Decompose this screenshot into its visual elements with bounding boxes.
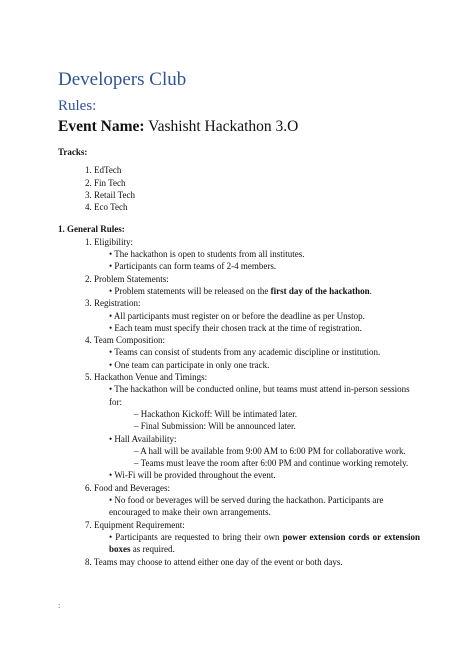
rule-title: 2. Problem Statements: xyxy=(85,273,169,284)
event-label: Event Name: xyxy=(58,118,145,135)
rules-body xyxy=(58,146,420,568)
event-name: Vashisht Hackathon 3.O xyxy=(148,118,299,135)
rule-bullet: • The hackathon will be conducted online, but teams must attend in-person sessions for: xyxy=(109,384,410,407)
rule-bullet: • The hackathon is open to students from all institutes. xyxy=(109,249,305,260)
rule-bullet: • Each team must specify their chosen track at the time of registration. xyxy=(109,322,362,333)
rule-subitem: – Final Submission: Will be announced later. xyxy=(134,421,296,432)
track-item: 1. EdTech xyxy=(85,165,122,176)
rule-title: 5. Hackathon Venue and Timings: xyxy=(85,372,208,383)
track-item: 3. Retail Tech xyxy=(85,189,135,200)
rule-subitem: – A hall will be available from 9:00 AM to 6:00 PM for collaborative work. xyxy=(134,445,406,456)
rule-title: 8. Teams may choose to attend either one day of the event or both days. xyxy=(85,556,343,567)
rule-title: 3. Registration: xyxy=(85,298,141,309)
rule-bullet: • Wi-Fi will be provided throughout the event. xyxy=(109,470,276,481)
tracks-heading: Tracks: xyxy=(58,147,88,157)
rule-title: 6. Food and Beverages: xyxy=(85,482,170,493)
club-title: Developers Club xyxy=(58,69,187,90)
rule-bullet: • Participants are requested to bring their own power extension cords or extension boxes as required. xyxy=(109,531,420,555)
rule-bullet: • All participants must register on or before the deadline as per Unstop. xyxy=(109,310,365,321)
rule-bullet: • Hall Availability: xyxy=(109,433,177,444)
event-name-line xyxy=(58,117,298,137)
rule-bullet: • Participants can form teams of 2-4 members. xyxy=(109,261,277,272)
rules-heading: Rules: xyxy=(58,98,97,114)
rule-title: 7. Equipment Requirement: xyxy=(85,519,185,530)
rule-subitem: – Hackathon Kickoff: Will be intimated later. xyxy=(134,408,298,419)
rule-bullet: • No food or beverages will be served during the hackathon. Participants are encouraged to make their own arrangements. xyxy=(109,495,384,518)
rule-bullet: • Teams can consist of students from any academic discipline or institution. xyxy=(109,347,381,358)
rule-bullet: • Problem statements will be released on the first day of the hackathon. xyxy=(109,285,372,296)
rule-title: 4. Team Composition: xyxy=(85,335,165,346)
rule-title: 1. Eligibility: xyxy=(85,236,134,247)
rule-subitem: – Teams must leave the room after 6:00 PM and continue working remotely. xyxy=(134,458,409,469)
track-item: 4. Eco Tech xyxy=(85,202,128,213)
track-item: 2. Fin Tech xyxy=(85,177,126,188)
rule-bullet: • One team can participate in only one track. xyxy=(109,359,270,370)
general-rules-heading: 1. General Rules: xyxy=(58,224,125,235)
footer-mark: : xyxy=(58,601,61,610)
